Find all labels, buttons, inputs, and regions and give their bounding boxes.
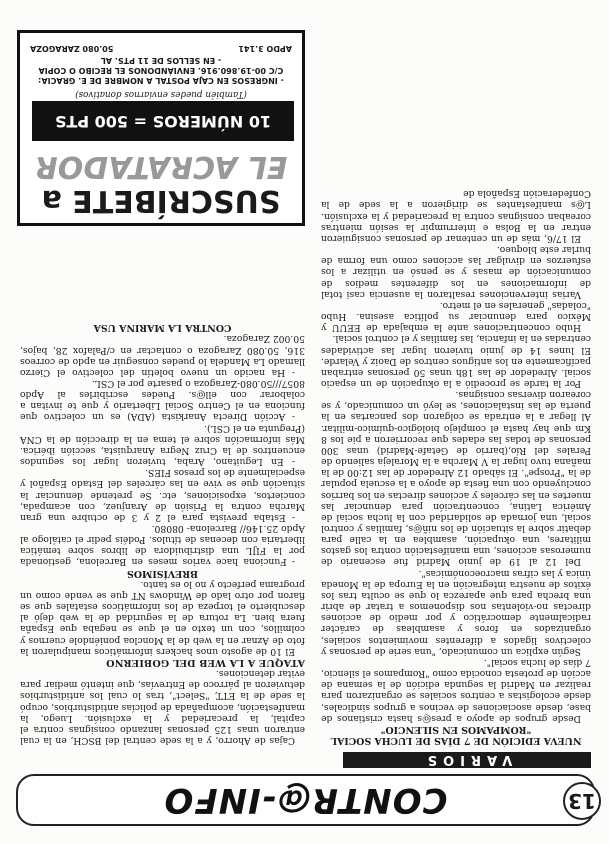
left-column	[321, 188, 591, 746]
brief-item: - Funciona hace varios meses en Barcelona, gestionada por la FIJL una distribuidora de libros sobre temática libertaria con decenas de títulos. Podéis pedir el catálogo al Apdo 25.146// Barcelona- 08080.	[20, 523, 305, 568]
paragraph: Hubo concentraciones ante la embajada de EEUU y México para denunciar su política asesina. Hubo "coladas" generales en el metro.	[321, 299, 591, 334]
ad-info-line: - INGRESOS EN CAJA POSTAL A NOMBRE DE E. GRACIA:	[38, 76, 284, 85]
ad-city: 50.080 ZARAGOZA	[30, 44, 114, 53]
paragraph: Desde grupos de apoyo a pres@s hasta cristianos de base, desde asociaciones de vecinos a grupos sindicales, desde ecologistas a centros sociales se organizaron para realizar en Madrid la segunda edición de la semana de acción de protesta conocida como "Rompamos el silencio, 7 días de lucha social".	[321, 656, 591, 724]
brief-item: - Acción Directa Anarkista (ADA) es un colectivo que funciona en el Centro Social Libertario y que te invitan a colaborar con ell@s. Puedes escribirles al Apdo 8057///50.080-Zaragoza o pasarte por el CSL.	[20, 378, 305, 423]
brief-item: - Estaba prevista para el 2 y 3 de octubre una gran Marcha contra la Prisión de Aranjuez, con acampada, conciertos, exposiciones, etc. Se pretende denunciar la situación que se vive en las cárceles del Estado Español y especialmente de los presos FIES.	[20, 467, 305, 523]
ad-price-line: 10 NÚMEROS = 500 PTS	[54, 112, 272, 131]
paragraph: Cajas de Ahorro, y a la sede central del BSCH, en la cual entraron unas 125 personas lanzando consignas contra el capital, la precariedad y la exclusión. Luego, la manifestación, acompañada de policías antidisturbios, ocupó la sede de la ETT, "Select", tras lo cual los antidisturbios detuvieron al párroco de Entrevías, que intentó mediar para evitar detenciones.	[20, 668, 305, 746]
article-headline: CONTRA LA MARINA USA	[93, 322, 232, 334]
paragraph: Varias intervenciones resaltaron la ausencia casi total de informaciones en los diferentes medios de comunicación de masas y se pensó en utilizar a los esfuerzos en divulgar las acciones como una forma de burlar este bloqueo.	[321, 244, 591, 300]
masthead-title: CONTR@-INFO	[163, 780, 448, 820]
paragraph: Según explica un comunicado, "una serie de personas y colectivos ligados a diferentes movimientos sociales, organizados en foros y asambleas de carácter radicalmente democrático y por medio de acciones directas no-violentas nos disponemos a tratar de abrir una brecha para que aparezca lo que se oculta tras los éxitos de nuestra integración en la Europa de la Moneda única y las cifras macroeconómicas".	[321, 567, 591, 657]
ad-publication-name: EL ACRATADOR	[34, 149, 288, 184]
ad-note: (También puedes enviarnos donativos)	[75, 89, 247, 99]
masthead	[16, 774, 595, 826]
ad-payment-info	[30, 43, 292, 85]
page-frame	[20, 18, 595, 826]
ad-po-box: APDO 3.141	[238, 44, 292, 53]
article-headline: NUEVA EDICIÓN DE 7 DÍAS DE LUCHA SOCIAL "ROMPAMOS EN SILENCIO"	[330, 723, 582, 746]
ad-title: SUSCRÍBETE a	[41, 183, 281, 218]
section-label: VARIOS	[343, 752, 591, 768]
article-headline: ATAQUE A LA WEB DEL GOBIERNO	[105, 656, 305, 668]
ad-info-line: C/C 00-19.860.916. ENVIÁNDONOS EL RECIBO O COPIA	[38, 66, 284, 75]
paragraph: El 17/6, más de un centenar de personas consiguieron entrar en la Bolsa e interrumpir la sesión mientras coreaban consignas contra la precariedad y la exclusión. L@s manifestantes se dirigieron a la sede de la Confederación Española de	[321, 188, 591, 244]
subscription-ad	[17, 30, 305, 226]
right-column	[20, 322, 305, 746]
brief-item: - En Leguitano, Araba, tuvieron lugar los segundos encuentros de la Cruz Negra Anarquista, sección ibérica. Más información sobre el tema en la dirección de la CNA (Pregunta en el CSL).	[20, 422, 305, 468]
paragraph: Por la tarde se procedió a la okupación de un espacio social. Alrededor de las 18h unas 50 personas entraban pacíficamente en los antiguos centros de Daoiz y Velarde. El lunes 14 de junio tuvieron lugar las actividades centradas en la infancia, las familias y el control social.	[321, 333, 591, 389]
page-number: 13	[563, 782, 601, 820]
brief-item: - Ha nacido un nuevo boletín del colectivo el Cierzo llamado La Mandela lo puedes conseguir en apdo de correos 316, 50.080 Zaragoza o contactar en c/Palafox 28, bajos, 50.002 Zaragoza.	[20, 333, 305, 378]
ad-info-line: - EN SELLOS DE 11 PTS. AL	[100, 56, 222, 65]
paragraph: Del 12 al 19 de junio Madrid fue escenario de numerosas acciones, una manifestación contra los gastos militares, una okupación, asamblea en la calle para debatir sobre la situación de los niñ@s, familias y control social, una jornada de solidaridad con la lucha social de América Latina, concentración para denunciar las muertes en las cárceles y acciones directas en los barrios concluyendo con una fiesta de apoyo a la escuela popular de la "Prospe". El sábado 12 Alrededor de las 12:00 de la mañana tuvo lugar la V Marcha a la Moraleja saliendo de Perales del Río,(barrio de Getafe-Madrid) unas 300 personas de todas las edades que recorrieron a pie los 8 Km que hay hasta el complejo biológico-químico-militar. Al llegar a la entrada se colgaron dos pancartas en la puerta de las instalaciones, se leyó un comunicado, y se corearon diversas consignas.	[321, 389, 591, 568]
paragraph: El 10 de agosto unos hackers informáticos manipularon la foto de Aznar en la web de la Moncloa poniéndole cuernos y colmillos, con un texto en el que se negaba que España fuera bien. La rotura de la seguridad de la web dejó al descubierto el torpeza de los informáticos estatales que se fiaron por otro lado de Windows NT que se vende como un programa perfecto y no lo es tanto.	[20, 578, 305, 657]
ad-address	[30, 43, 292, 53]
article-headline: BREVÍSIMOS	[127, 567, 198, 579]
ad-price	[32, 101, 294, 141]
